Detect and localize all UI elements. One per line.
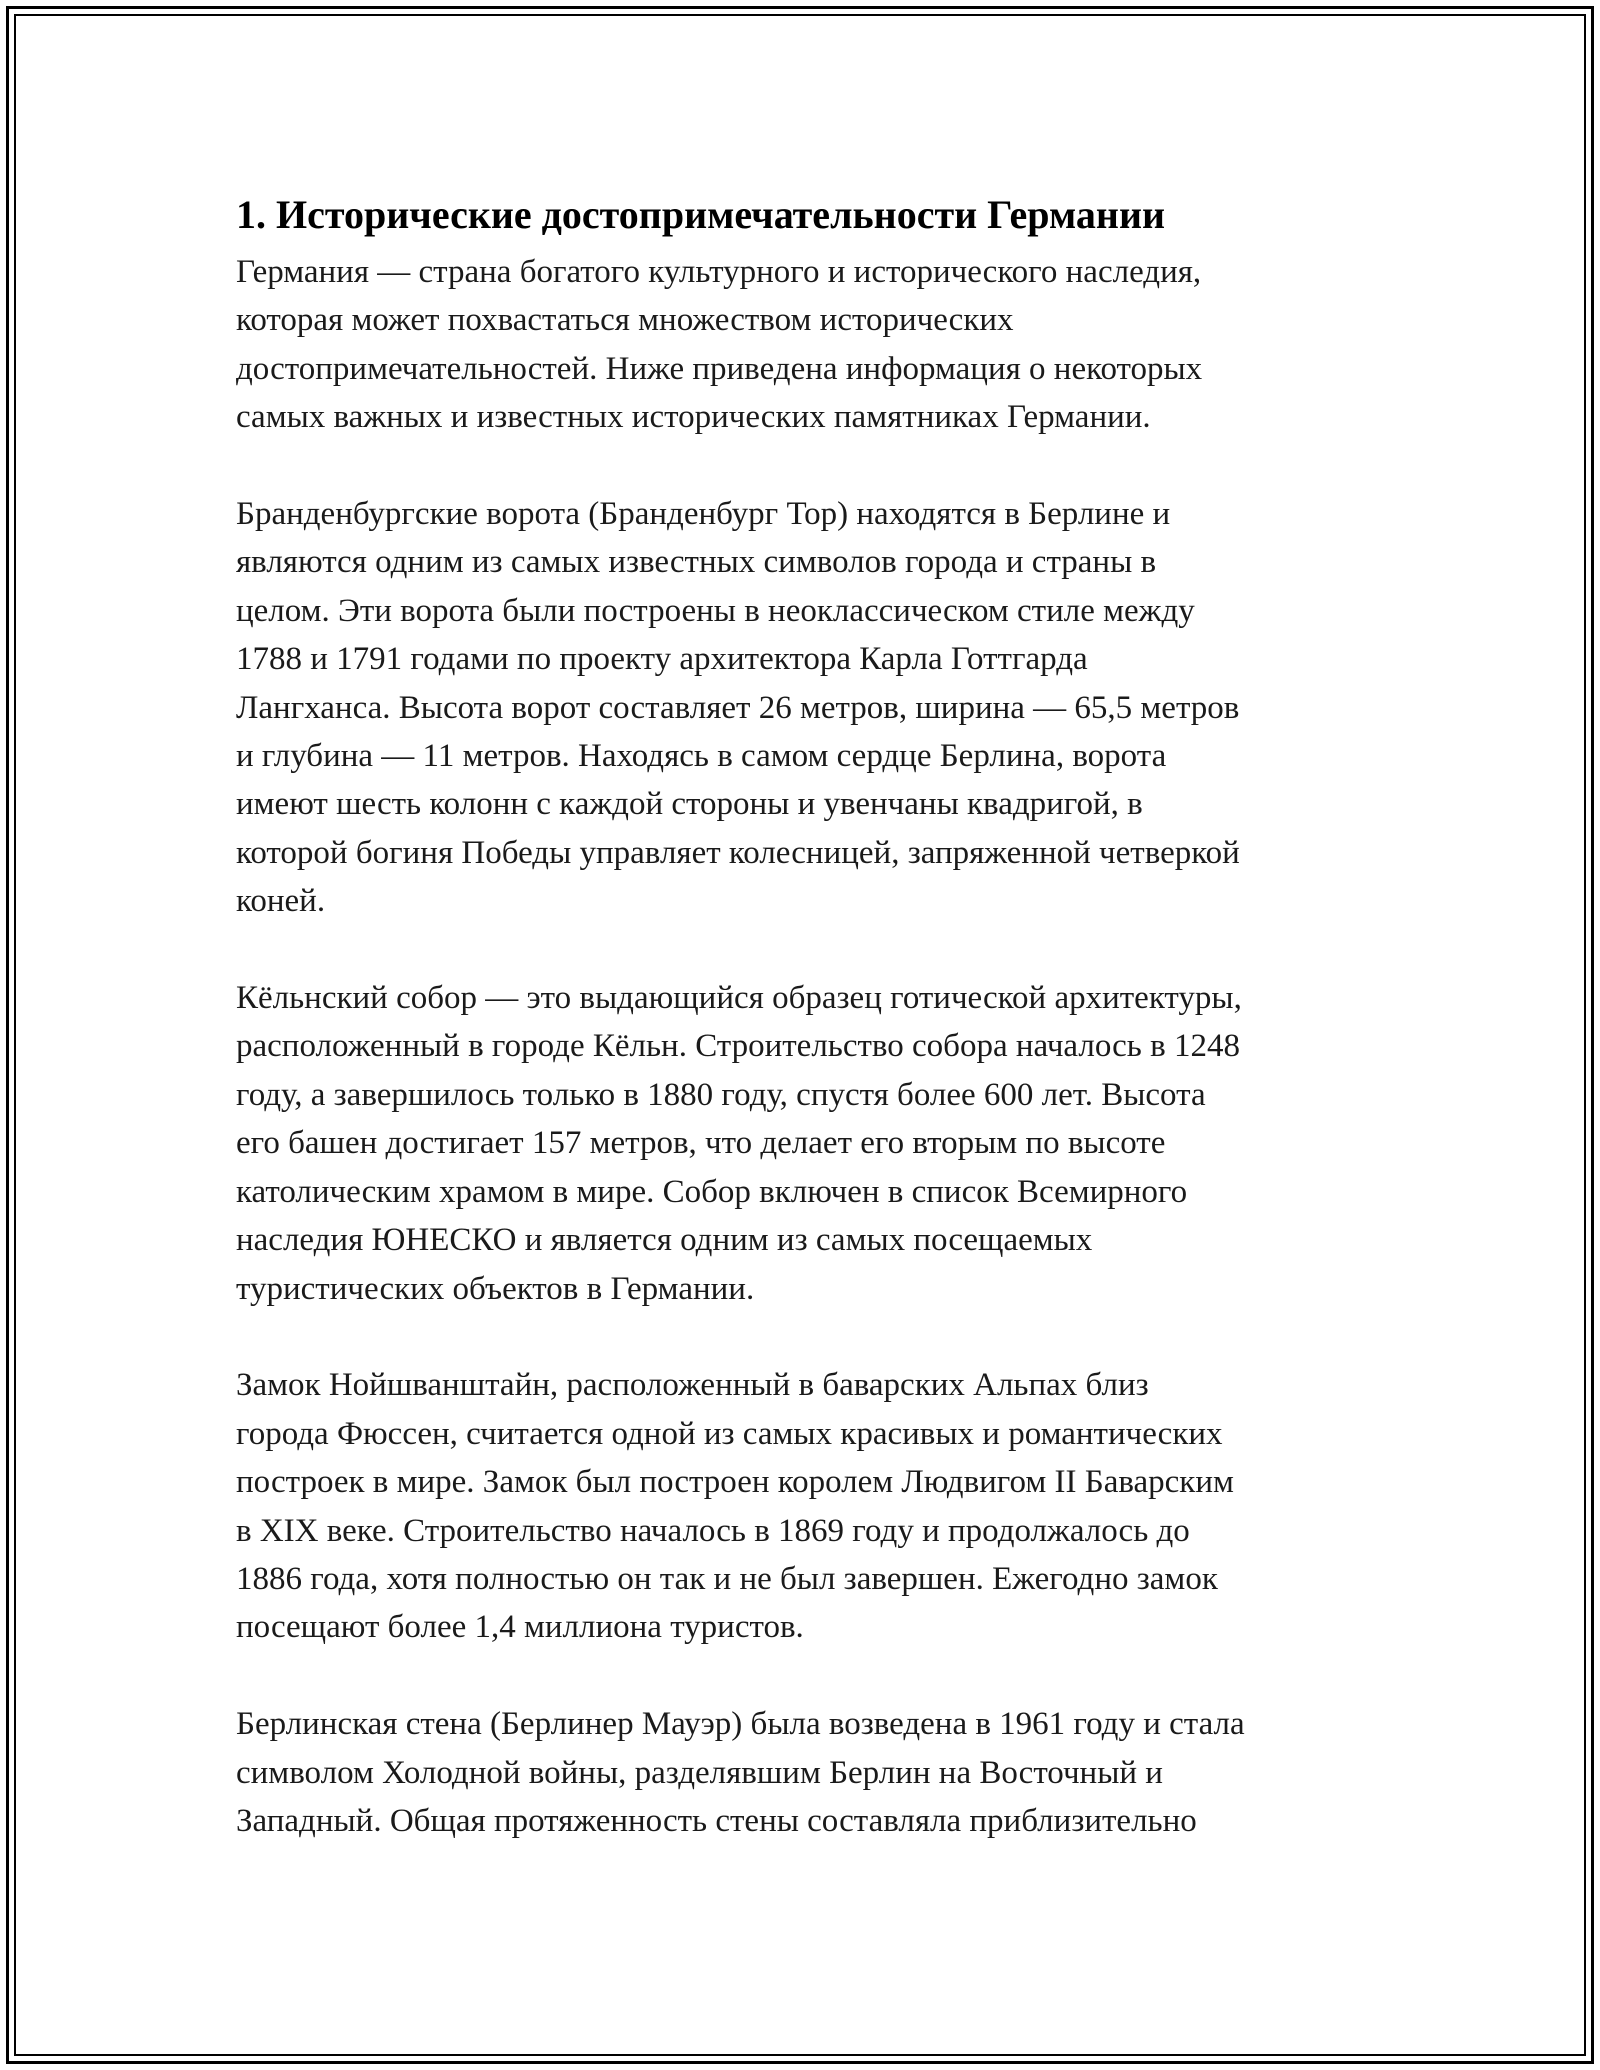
paragraph-neuschwanstein-castle: Замок Нойшванштайн, расположенный в баварских Альпах близ города Фюссен, считается одной из самых красивых и романтических построек в мире. Замок был построен королем Людвигом II Баварским в XIX веке. Строительство началось в 1869 году и продолжалось до 1886 года, хотя полностью он так и не был завершен. Ежегодно замок посещают более 1,4 миллиона туристов. [236, 1367, 1234, 1646]
section-heading: 1. Исторические достопримечательности Германии [236, 192, 1166, 237]
document-body [236, 186, 1386, 1845]
paragraph-brandenburg-gate: Бранденбургские ворота (Бранденбург Тор) находятся в Берлине и являются одним из самых известных символов города и страны в целом. Эти ворота были построены в неоклассическом стиле между 1788 и 1791 годами по проекту архитектора Карла Готтгарда Лангханса. Высота ворот составляет 26 метров, ширина — 65,5 метров и глубина — 11 метров. Находясь в самом сердце Берлина, ворота имеют шесть колонн с каждой стороны и увенчаны квадригой, в которой богиня Победы управляет колесницей, запряженной четверкой коней. [236, 496, 1240, 920]
paragraph-cologne-cathedral: Кёльнский собор — это выдающийся образец готической архитектуры, расположенный в городе Кёльн. Строительство собора началось в 1248 году, а завершилось только в 1880 году, спустя более 600 лет. Высота его башен достигает 157 метров, что делает его вторым по высоте католическим храмом в мире. Собор включен в список Всемирного наследия ЮНЕСКО и является одним из самых посещаемых туристических объектов в Германии. [236, 980, 1242, 1307]
paragraph-intro: Германия — страна богатого культурного и исторического наследия, которая может похвастаться множеством исторических достопримечательностей. Ниже приведена информация о некоторых самых важных и известных исторических памятниках Германии. [236, 254, 1203, 436]
paragraph-berlin-wall: Берлинская стена (Берлинер Мауэр) была возведена в 1961 году и стала символом Холодной войны, разделявшим Берлин на Восточный и Западный. Общая протяженность стены составляла приблизительно [236, 1706, 1245, 1839]
